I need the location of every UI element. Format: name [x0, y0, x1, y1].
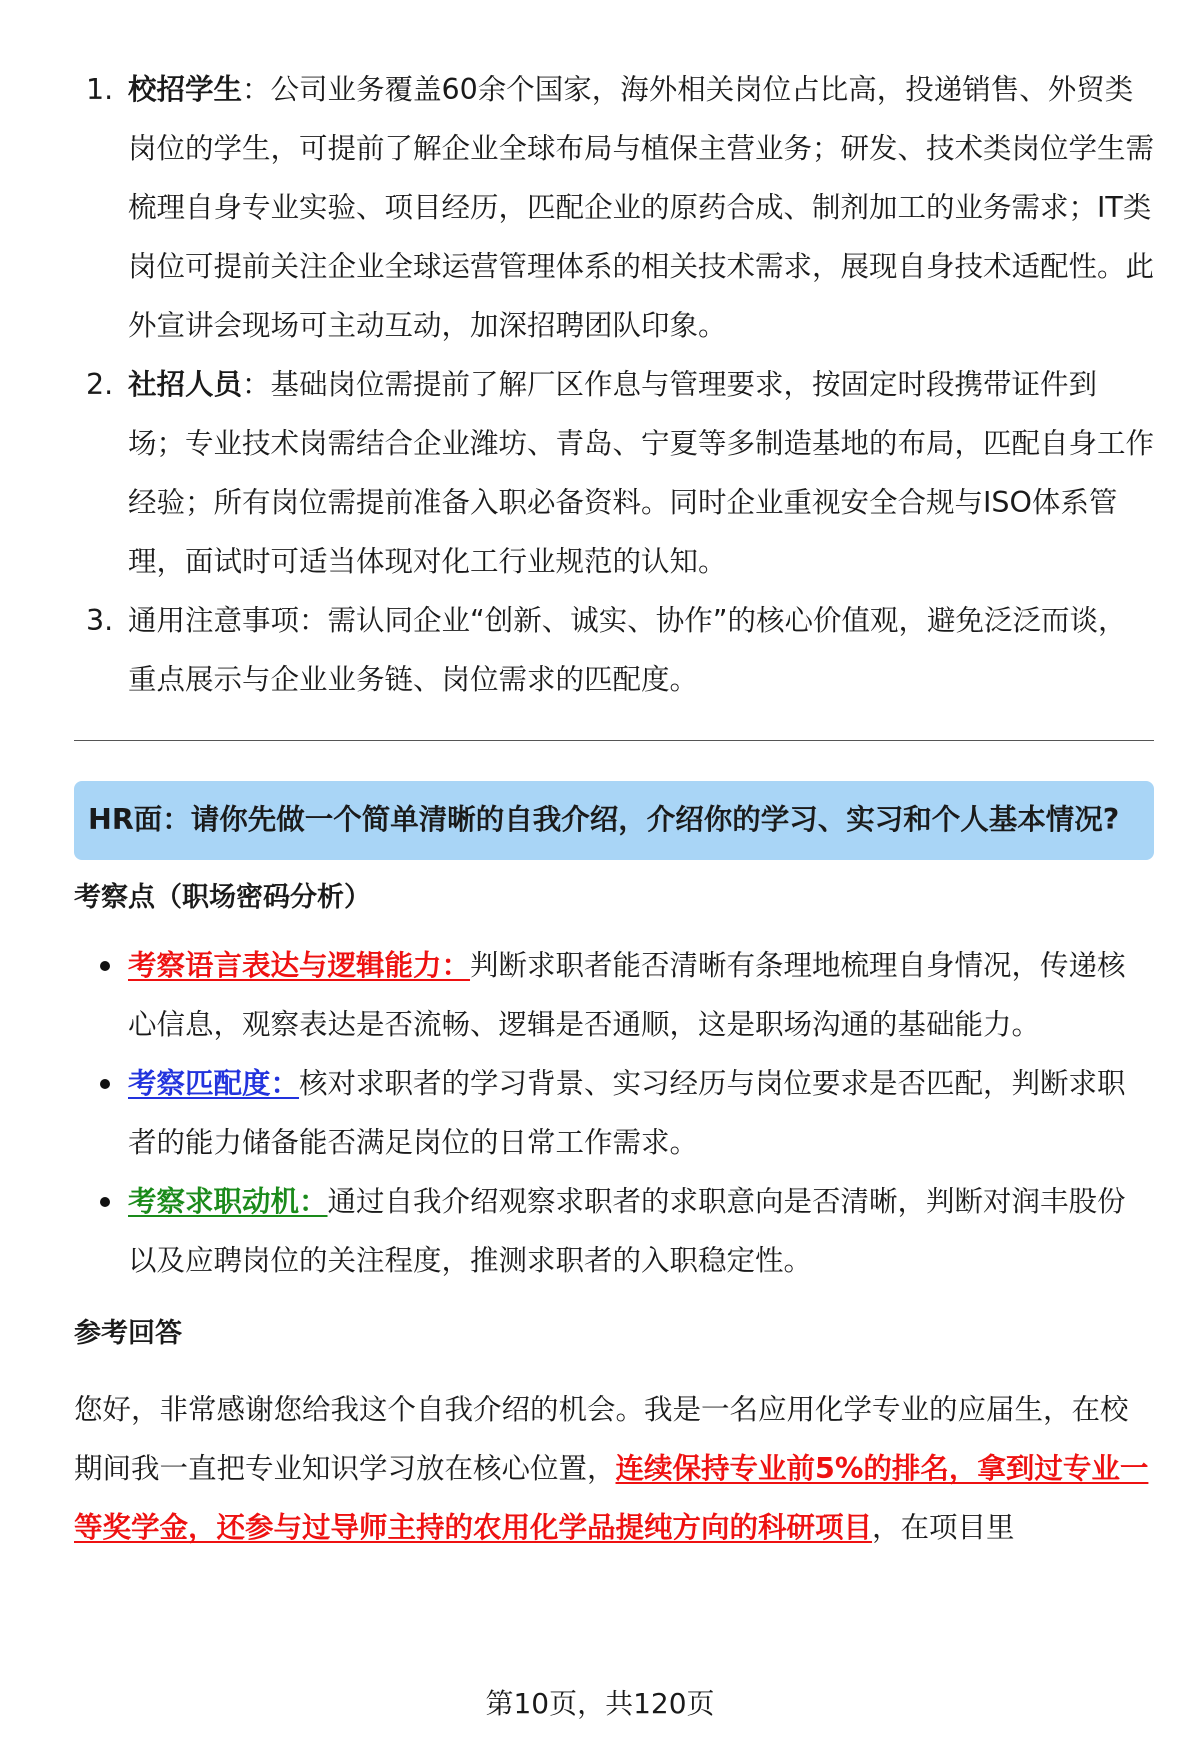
page-footer: 第10页，共120页 — [485, 1687, 715, 1720]
list-item — [74, 355, 1154, 591]
list-item-label: 社招人员 — [128, 368, 243, 401]
document-page — [74, 60, 1154, 1557]
exam-points-title: 考察点（职场密码分析） — [74, 882, 371, 913]
list-number: 1. — [86, 73, 114, 106]
list-item-text: 通用注意事项：需认同企业“创新、诚实、协作”的核心价值观，避免泛泛而谈，重点展示与企业业务链、岗位需求的匹配度。 — [128, 604, 1127, 696]
bullet-item — [74, 1172, 1154, 1290]
list-item-sep: ： — [242, 73, 271, 106]
reference-answer-text — [74, 1380, 1154, 1557]
bullet-dot — [100, 1197, 110, 1207]
reference-answer-title: 参考回答 — [74, 1318, 182, 1349]
bullet-label: 考察求职动机： — [128, 1185, 328, 1218]
bullet-text: 判断求职者能否清晰有条理地梳理自身情况，传递核心信息，观察表达是否流畅、逻辑是否通顺，这是职场沟通的基础能力。 — [128, 949, 1126, 1041]
bullet-label: 考察匹配度： — [128, 1067, 300, 1100]
list-item-text: 基础岗位需提前了解厂区作息与管理要求，按固定时段携带证件到场；专业技术岗需结合企业潍坊、青岛、宁夏等多制造基地的布局，匹配自身工作经验；所有岗位需提前准备入职必备资料。同时企业重视安全合规与ISO体系管理，面试时可适当体现对化工行业规范的认知。 — [128, 368, 1155, 578]
bullet-dot — [100, 961, 110, 971]
hr-question-box: HR面：请你先做一个简单清晰的自我介绍，介绍你的学习、实习和个人基本情况? — [74, 781, 1154, 860]
bullet-label: 考察语言表达与逻辑能力： — [128, 949, 471, 982]
list-item — [74, 60, 1154, 355]
bullet-dot — [100, 1079, 110, 1089]
numbered-list — [74, 60, 1154, 709]
bullet-text: 通过自我介绍观察求职者的求职意向是否清晰，判断对润丰股份以及应聘岗位的关注程度，推测求职者的入职稳定性。 — [128, 1185, 1126, 1277]
list-item-sep: ： — [242, 368, 271, 401]
list-item-text: 公司业务覆盖60余个国家，海外相关岗位占比高，投递销售、外贸类岗位的学生，可提前了解企业全球布局与植保主营业务；研发、技术类岗位学生需梳理自身专业实验、项目经历，匹配企业的原药合成、制剂加工的业务需求；IT类岗位可提前关注企业全球运营管理体系的相关技术需求，展现自身技术适配性。此外宣讲会现场可主动互动，加深招聘团队印象。 — [128, 73, 1155, 342]
answer-part-2: ，在项目里 — [872, 1511, 1015, 1544]
answer-part-1: 您好，非常感谢您给我这个自我介绍的机会。我是一名应用化学专业的应届生，在校期间我一直把专业知识学习放在核心位置， — [74, 1393, 1129, 1485]
bullet-item — [74, 936, 1154, 1054]
list-number: 3. — [86, 604, 114, 637]
answer-highlight: 连续保持专业前5%的排名，拿到过专业一等奖学金，还参与过导师主持的农用化学品提纯方向的科研项目 — [74, 1452, 1149, 1544]
list-number: 2. — [86, 368, 114, 401]
bullet-text: 核对求职者的学习背景、实习经历与岗位要求是否匹配，判断求职者的能力储备能否满足岗位的日常工作需求。 — [128, 1067, 1126, 1159]
list-item — [74, 591, 1154, 709]
list-item-label: 校招学生 — [128, 73, 243, 106]
bullet-item — [74, 1054, 1154, 1172]
section-divider — [74, 740, 1154, 741]
exam-points-list — [74, 936, 1154, 1290]
